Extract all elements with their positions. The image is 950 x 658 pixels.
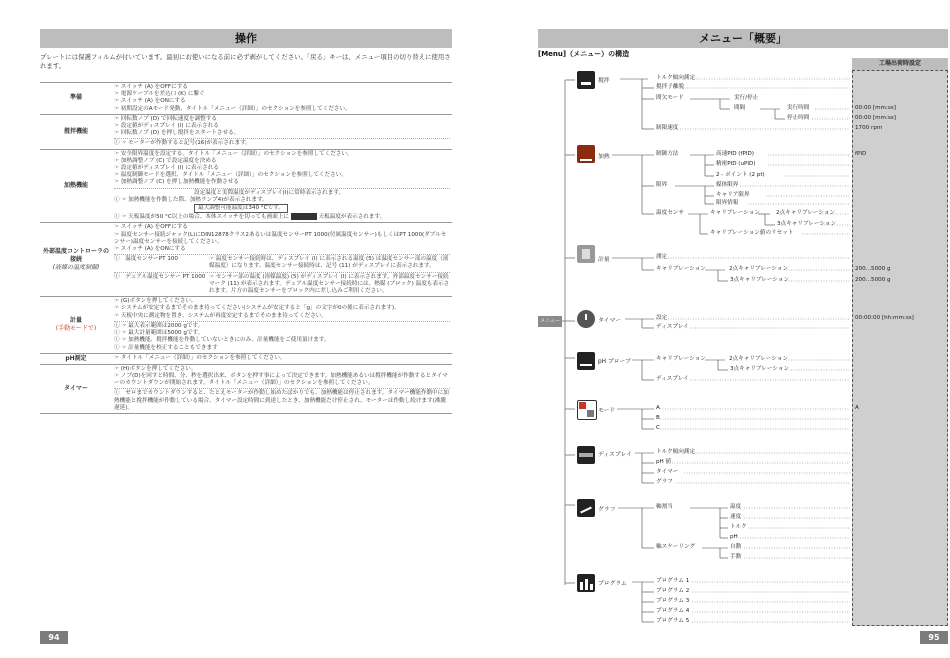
intro-text: プレートには保護フィルムが付いています。最初にお使いになる前に必ず剥がしてください。「戻る」キーは、メニュー項目の切り替えに使用されます。 [40, 53, 451, 70]
submenu-item: 制御方法 [656, 151, 679, 157]
row-label-text: 外部温度コントローラの接続 [42, 247, 109, 263]
row-line: ☞ 天板中央に測定物を置き、システムが再度安定するまでそのまま待ってください。 [114, 312, 327, 319]
submenu-item: キャリブレーション [710, 210, 760, 216]
submenu-item: A [656, 405, 660, 411]
submenu-item: 高速PID (fPID) [716, 151, 754, 157]
menu-label-display: ディスプレイ [598, 452, 632, 458]
row-line: ☞ 初期設定のAモード発動、タイトル「メニュー（詳細）」のセクションを参照してください。 [114, 105, 351, 112]
right-page-header: メニュー「概要」 [538, 29, 948, 48]
sensor-desc: ☞ 温度センサー接続時は、ディスプレイ (I) に表示される温度 (5) は温度センサー部の温度（液媒温度）になります。温度センサー接続時は、記号 (11) がディスプレイに表示されます。 [209, 256, 449, 270]
submenu-item: pH [730, 534, 738, 540]
row-note: ⓘ ☞ 計量機能を校正することもできます [114, 344, 218, 351]
row-line: ☞ スイッチ (A) をOFFにする [114, 84, 188, 90]
submenu-item: 限界情報 [716, 200, 739, 206]
row-line: ☞ タイトル「メニュー（詳細）」のセクションを参照してください。 [114, 354, 286, 361]
submenu-item: 3点キャリブレーション [730, 277, 790, 283]
submenu-item: pH 値 [656, 459, 672, 465]
menu-label-mode: モード [598, 408, 616, 414]
factory-value: 1700 rpm [855, 125, 883, 131]
row-line: ☞ 電源ケーブルを差込口 (K) に繋ぐ [114, 91, 205, 98]
mode-icon [577, 400, 597, 420]
row-note: ⓘ ゼロまでカウントダウンすると、たとえモーターが作動し始めたばかりでも、加熱機能は停止されます。タイマー機能作動中に加熱機能と撹拌機能が作動している場合、タイマー設定時間に到達したとき、加熱機能だけ停止され、モーターは作動し続けます(沸騰遅延)。 [114, 390, 449, 411]
menu-label-weigh: 計量 [598, 257, 610, 263]
submenu-item: ディスプレイ [656, 376, 689, 382]
program-icon [577, 574, 595, 592]
submenu-item: トルク [730, 524, 747, 530]
page-number-right: 95 [920, 631, 948, 644]
submenu-item: ディスプレイ [656, 324, 689, 330]
factory-value: fPID [855, 151, 867, 157]
menu-label-program: プログラム [598, 581, 627, 587]
submenu-item: 撹拌子離脱 [656, 84, 684, 90]
submenu-item: グラフ [656, 479, 673, 485]
submenu-item: 温度 [730, 504, 742, 510]
row-line: ☞ 設定値がディスプレイ (I) に表示される [114, 165, 219, 172]
submenu-item: 間欠モード [656, 95, 684, 101]
row-line: ☞ 温度センサー接続ジャック(L)にDIN12878クラス2あるいは温度センサーPT 1000(付属温度センサー)もしくはPT 1000(ダブルセンサー)温度センサーを接続してください。 [114, 231, 447, 245]
row-label: 準備 [40, 83, 112, 115]
structure-title: [Menu]（メニュー）の構造 [538, 50, 630, 58]
row-line: ☞ 設定値がディスプレイ (I) に表示される [114, 123, 219, 130]
submenu-item: 間隔 [734, 105, 746, 111]
submenu-item: キャリブレーション値のリセット [710, 230, 794, 236]
row-sublabel: (液媒の温度制御) [52, 263, 100, 271]
factory-value: 200...5000 g [855, 266, 891, 272]
row-label: pH測定 [40, 353, 112, 364]
submenu-item: 温度センサ [656, 210, 684, 216]
row-note: ⓘ ☞ 最大計量範囲は5000 gです。 [114, 330, 204, 337]
menu-label-stir: 撹拌 [598, 78, 610, 84]
ph-icon [577, 352, 595, 370]
row-line: ☞ スイッチ (A) をONにする [114, 98, 186, 105]
graph-icon [577, 499, 595, 517]
row-line: ☞ 加熱調整ノブ (C) で設定温度を決める [114, 157, 217, 164]
factory-settings-header: 工場出荷時設定 [852, 58, 948, 70]
row-line: ☞ 加熱調整ノブ (C) を押し加熱機能を作動させる [114, 179, 239, 186]
row-note: ⓘ ☞ 最大表示範囲は2000 gです。 [114, 321, 450, 330]
submenu-item: トルク傾向測定 [656, 449, 696, 455]
row-sublabel: (手動モードで) [55, 324, 97, 332]
menu-badge: メニュー [538, 316, 562, 327]
menu-label-ph: pH プローブ [598, 359, 631, 365]
menu-label-graph: グラフ [598, 507, 616, 513]
submenu-item: プログラム 4 [656, 608, 690, 614]
heat-icon [577, 145, 595, 163]
submenu-item: 軸割当 [656, 504, 673, 510]
row-line: ☞ 回転数ノブ (D) で回転速度を調整する [114, 115, 217, 122]
row-line: ☞ 回転数ノブ (D) を押し撹拌をスタートさせる。 [114, 130, 240, 137]
row-label: 加熱機能 [40, 149, 112, 223]
submenu-item: 精密PID (uPID) [716, 161, 756, 167]
submenu-item: 自動 [730, 544, 742, 550]
submenu-item: 2 - ポイント (2 pt) [716, 172, 765, 178]
submenu-item: B [656, 415, 660, 421]
row-label: 撹拌機能 [40, 114, 112, 149]
submenu-item: タイマー [656, 469, 679, 475]
submenu-item: プログラム 2 [656, 588, 690, 594]
row-note: 設定温度と実際温度がディスプレイ(I)に常時表示されます。 [114, 188, 450, 197]
sensor-label: ⓘ デュアル温度センサー PT 1000 [114, 273, 206, 280]
row-line: ☞ スイッチ (A) をOFFにする [114, 224, 188, 231]
submenu-item: 実行/停止 [734, 95, 759, 101]
row-line: ☞ (G)ボタンを押してください。 [114, 298, 197, 305]
row-line: ☞ スイッチ (A) をONにする [114, 246, 186, 253]
submenu-item: 軸スケーリング [656, 544, 696, 550]
submenu-item: プログラム 1 [656, 578, 690, 584]
row-line: ☞ 安全限界温度を設定する。タイトル「メニュー（詳細）」のセクションを参照してください。 [114, 150, 353, 157]
page-number-left: 94 [40, 631, 68, 644]
submenu-item: 設定 [656, 315, 668, 321]
submenu-item: 媒体限界 [716, 182, 739, 188]
stir-icon [577, 71, 595, 89]
submenu-item: 限界 [656, 182, 668, 188]
submenu-item: 2点キャリブレーション [776, 210, 836, 216]
submenu-item: 速度 [730, 514, 742, 520]
submenu-item: プログラム 3 [656, 598, 690, 604]
menu-label-heat: 加熱 [598, 154, 610, 160]
sensor-desc: ☞ センサー部の温度 (溶媒温度) (5) がディスプレイ (I) に表示されます。外部温度センサー接続マーク (11) が表示されます。デュアル温度センサー接続時には、熱媒 (ブロック) 温度も表示されます。片方の温度センサーをブロック内に差し込みご利用ください。 [209, 273, 450, 295]
submenu-item: 3点キャリブレーション [777, 221, 837, 227]
row-note: 天板温度が表示されます。 [318, 214, 386, 221]
factory-value: 200...5000 g [855, 277, 891, 283]
factory-value: A [855, 405, 859, 411]
sensor-label: ⓘ 温度センサーPT 100 [114, 256, 178, 263]
submenu-item: 手動 [730, 554, 742, 560]
submenu-item: C [656, 425, 660, 431]
left-page-header: 操作 [40, 29, 452, 48]
submenu-item: キャリブレーション [656, 356, 706, 362]
submenu-item: 制限速度 [656, 125, 679, 131]
row-label: タイマー [40, 364, 112, 413]
submenu-item: 2点キャリブレーション [729, 266, 789, 272]
submenu-item: 実行時間 [787, 105, 810, 111]
row-note: ⓘ ☞ 天板温度が50 °C以上の場合、本体スイッチを切っても画面上に [114, 214, 289, 221]
row-line: ☞ ノブ(D)を回すと時間、分、秒を選択出来、ボタンを押す事によって決定できます。加熱機能あるいは撹拌機能が作動するとタイマーのカウントダウンが開始されます。タイトル「メニュー（詳細）」のセクションを参照してください。 [114, 372, 448, 387]
timer-icon [577, 310, 595, 328]
submenu-item: キャリア限界 [716, 192, 750, 198]
submenu-item: キャリブレーション [656, 266, 706, 272]
row-line: ☞ (H)ボタンを押してください。 [114, 365, 197, 372]
factory-value: 00:00 [mm:ss] [855, 115, 896, 121]
submenu-item: 停止時間 [787, 115, 810, 121]
submenu-item: 2点キャリブレーション [729, 356, 789, 362]
row-line: ☞ システムが安定するまでそのまま待ってください(システムが安定すると「g」の文字が0の後に表示されます)。 [114, 305, 400, 312]
row-note: ⓘ ☞ 加熱機能を作動した際、加熱ランプ4)が表示されます。 [114, 196, 268, 203]
submenu-item: 測定 [656, 254, 668, 260]
row-label-text: 計量 [69, 316, 82, 324]
row-line: ☞ 温度制御モードを選択、タイトル「メニュー（詳細）」のセクションを参照してください。 [114, 172, 347, 179]
factory-value: 00:00:00 [hh:mm:ss] [855, 315, 914, 321]
submenu-item: トルク傾向測定 [656, 75, 696, 81]
submenu-item: 3点キャリブレーション [730, 366, 790, 372]
max-temp-box: 最大調整可能温度は340 °Cです。 [194, 204, 288, 213]
display-icon [577, 446, 595, 464]
menu-label-timer: タイマー [598, 318, 622, 324]
weigh-icon [577, 245, 595, 263]
factory-value: 00:00 [mm:ss] [855, 105, 896, 111]
submenu-item: プログラム 5 [656, 618, 690, 624]
row-note: ⓘ ☞ モーターが作動すると記号(16)が表示されます。 [114, 138, 450, 147]
row-note: ⓘ ☞ 加熱機能、撹拌機能を作動していないときにのみ、計量機能をご使用頂けます。 [114, 337, 330, 344]
